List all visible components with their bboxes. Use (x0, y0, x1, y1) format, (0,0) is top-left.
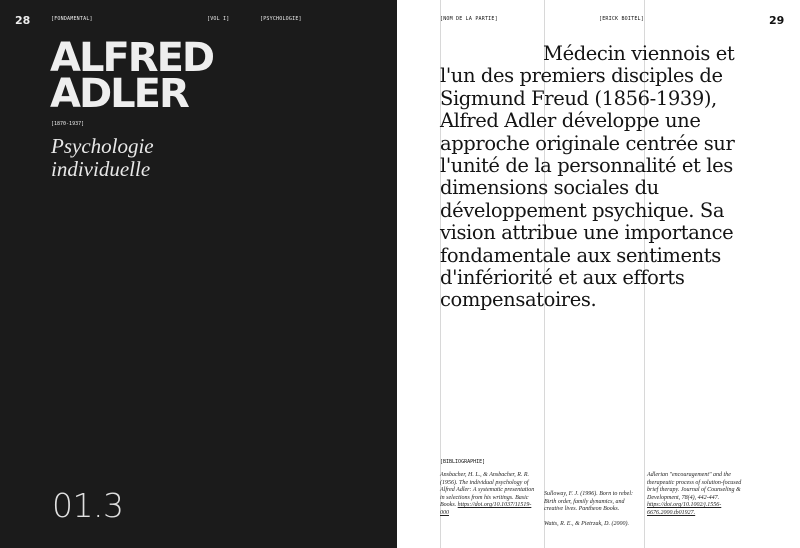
bibliography-column-2 (544, 491, 640, 535)
title-line-first: ALFRED (50, 35, 214, 81)
subtitle-line-2: individuelle (51, 157, 151, 181)
bibliography-label: [BIBLIOGRAPHIE] (440, 459, 486, 465)
header-tag-part-name: [NOM DE LA PARTIE] (440, 16, 498, 22)
section-number: 01.3 (52, 486, 124, 525)
lead-text: Médecin viennois et l'un des premiers disciples de Sigmund Freud (1856-1939), Alfred Adler développe une approche originale centrée sur l'unité de la personnalité et les dimensions sociales du développement psychique. Sa vision attribue une importance fondamentale aux sentiments d'infériorité et aux efforts compensatoires. (440, 42, 735, 312)
bibliography-entry-text: Ansbacher, H. L., & Ansbacher, R. R. (1956). The individual psychology of Alfred Adler: A systematic presentation in selections from his writings. Basic Books. (440, 472, 535, 508)
page-number-right: 29 (769, 14, 785, 27)
page-title (50, 35, 214, 117)
page-number-left: 28 (15, 14, 31, 27)
bibliography-column-1 (440, 472, 536, 524)
header-tag-fondamental: [FONDAMENTAL] (51, 16, 93, 22)
bibliography-entry (544, 491, 640, 514)
bibliography-entry (544, 521, 640, 529)
lead-paragraph (440, 43, 740, 312)
bibliography-entry-text: Adlerian "encouragement" and the therapeutic process of solution-focused brief therapy. Journal of Counseling & Development, 78(4), 442-447. (647, 472, 742, 501)
bibliography-column-3 (647, 472, 743, 524)
bibliography-entry (440, 472, 536, 517)
bibliography-entry (647, 472, 743, 517)
doi-link[interactable]: https://doi.org/10.1037/11519-000 (440, 502, 532, 516)
page-subtitle (51, 135, 154, 181)
doi-link[interactable]: https://doi.org/10.1002/j.1556-6676.2000.tb01927. (647, 502, 722, 516)
title-line-last: ADLER (50, 71, 188, 117)
bibliography-entry-text: Watts, R. E., & Pietrzak, D. (2000). (544, 520, 629, 527)
bibliography-entry-text: Sulloway, F. J. (1996). Born to rebel: Birth order, family dynamics, and creative lives. Pantheon Books. (544, 491, 633, 512)
life-dates: [1870-1937] (51, 121, 85, 127)
right-page (397, 0, 800, 548)
left-page (0, 0, 397, 548)
header-tag-psychologie: [PSYCHOLOGIE] (260, 16, 302, 22)
header-tag-volume: [VOL I] (207, 16, 230, 22)
subtitle-line-1: Psychologie (51, 134, 154, 158)
header-tag-author: [ERICK BOITEL] (599, 16, 644, 22)
